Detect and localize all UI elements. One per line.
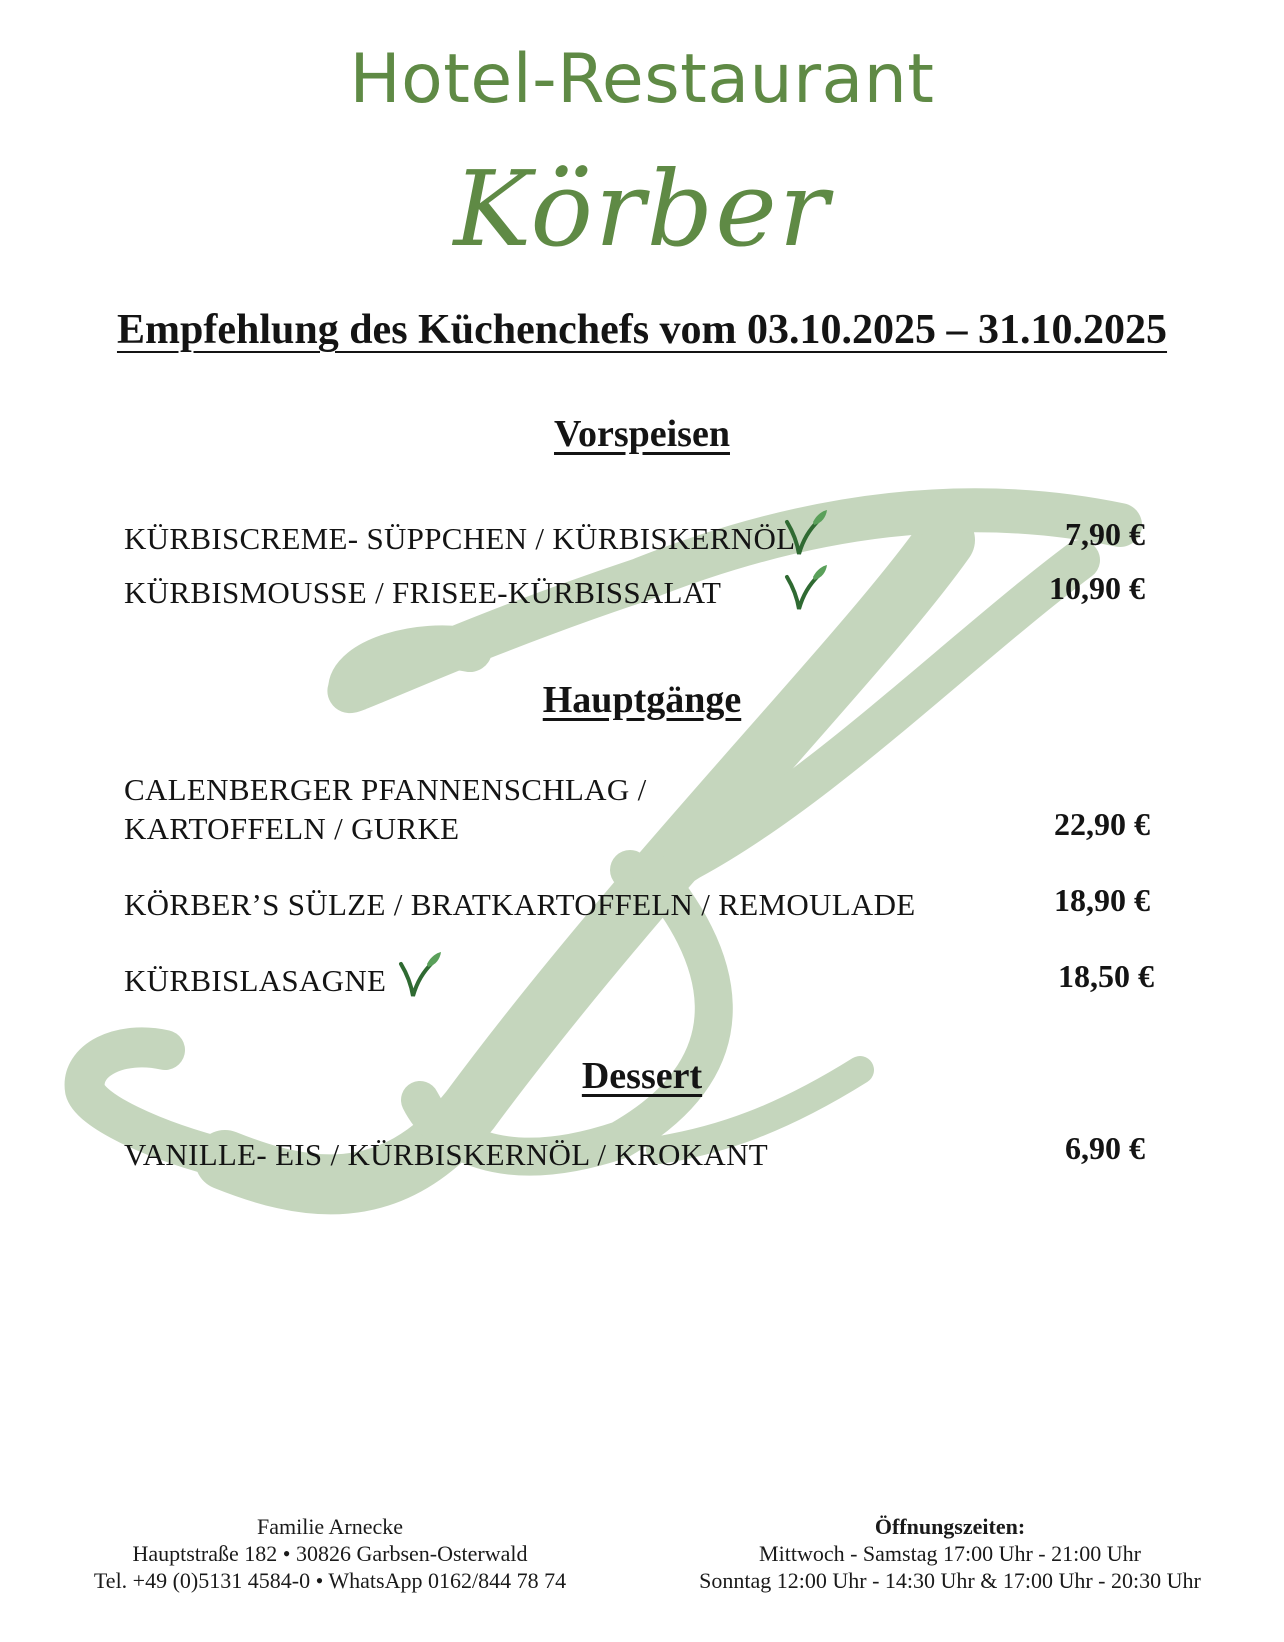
section-title-dessert: Dessert (581, 1055, 703, 1097)
section-title-mains: Hauptgänge (542, 679, 742, 721)
section-title-starters: Vorspeisen (554, 413, 730, 455)
footer-street: Hauptstraße 182 • 30826 Garbsen-Osterwald (132, 1541, 528, 1566)
menu-item-name: CALENBERGER PFANNENSCHLAG / (124, 772, 647, 807)
footer-phone: Tel. +49 (0)5131 4584-0 • WhatsApp 0162/844 78 74 (93, 1568, 567, 1593)
menu-item-price: 18,90 € (1054, 882, 1150, 918)
menu-item-name: VANILLE- EIS / KÜRBISKERNÖL / KROKANT (124, 1137, 768, 1172)
menu-item-name: KÜRBISLASAGNE (124, 963, 387, 998)
brand-script-logo: Körber (453, 148, 831, 270)
opening-hours-weekdays: Mittwoch - Samstag 17:00 Uhr - 21:00 Uhr (759, 1541, 1141, 1566)
footer-family: Familie Arnecke (256, 1514, 403, 1539)
menu-item-name-line2: KARTOFFELN / GURKE (124, 811, 460, 846)
opening-hours-sunday: Sonntag 12:00 Uhr - 14:30 Uhr & 17:00 Uhr - 20:30 Uhr (699, 1568, 1201, 1593)
menu-item-name: KÜRBISMOUSSE / FRISEE-KÜRBISSALAT (124, 575, 722, 610)
leaf-v-icon (783, 563, 829, 613)
menu-item-price: 22,90 € (1054, 806, 1150, 842)
footer-address (40, 1513, 620, 1594)
menu-item-price: 7,90 € (1065, 516, 1145, 552)
leaf-v-icon (783, 508, 829, 558)
menu-item-price: 6,90 € (1065, 1130, 1145, 1166)
menu-item-price: 10,90 € (1049, 570, 1145, 606)
menu-item-price: 18,50 € (1058, 958, 1154, 994)
menu-item-name: KÜRBISCREME- SÜPPCHEN / KÜRBISKERNÖL (124, 521, 796, 556)
menu-item-name: KÖRBER’S SÜLZE / BRATKARTOFFELN / REMOULADE (124, 887, 916, 922)
page-title (0, 306, 1284, 354)
page-title-text: Empfehlung des Küchenchefs vom 03.10.2025 – 31.10.2025 (116, 307, 1168, 353)
brand-title: Hotel-Restaurant (349, 40, 935, 119)
footer-opening-hours (650, 1513, 1250, 1594)
opening-hours-title: Öffnungszeiten: (874, 1514, 1026, 1539)
leaf-v-icon (397, 950, 443, 1000)
